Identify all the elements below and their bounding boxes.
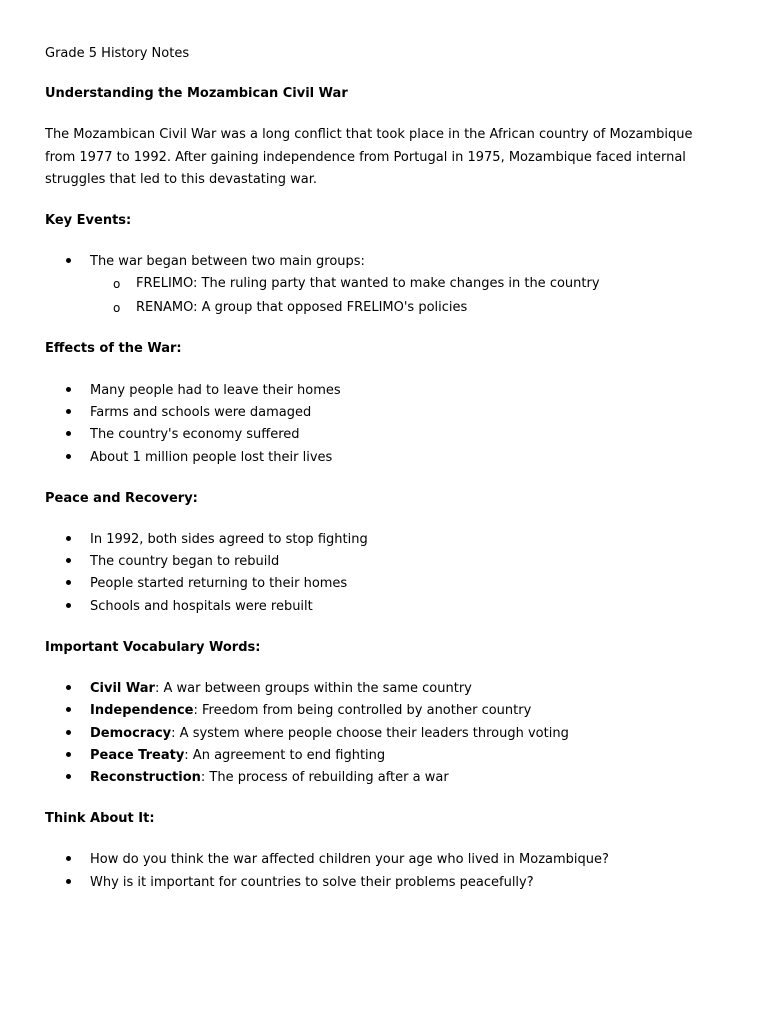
vocabulary-term: Civil War	[90, 681, 155, 696]
list-item: Why is it important for countries to solve their problems peacefully?	[90, 875, 534, 890]
bullet-icon	[66, 723, 76, 745]
vocabulary-item	[90, 745, 385, 767]
document-label: Grade 5 History Notes	[45, 46, 190, 61]
bullet-icon	[66, 424, 76, 446]
bullet-icon	[66, 700, 76, 722]
peace-heading: Peace and Recovery:	[45, 491, 198, 506]
list-item: The war began between two main groups:	[90, 254, 365, 269]
bullet-icon	[66, 380, 76, 402]
list-item: How do you think the war affected children your age who lived in Mozambique?	[90, 852, 609, 867]
vocabulary-term: Reconstruction	[90, 770, 201, 785]
effects-heading: Effects of the War:	[45, 341, 182, 356]
list-item: Many people had to leave their homes	[90, 383, 341, 398]
bullet-icon	[66, 678, 76, 700]
list-item: In 1992, both sides agreed to stop fighting	[90, 532, 368, 547]
vocabulary-term: Independence	[90, 703, 194, 718]
vocabulary-term: Peace Treaty	[90, 748, 185, 763]
vocabulary-definition: : The process of rebuilding after a war	[200, 770, 449, 785]
vocabulary-item	[90, 700, 531, 722]
list-item: Schools and hospitals were rebuilt	[90, 599, 313, 614]
list-item: The country began to rebuild	[90, 554, 280, 569]
bullet-icon	[66, 447, 76, 469]
bullet-icon	[66, 529, 76, 551]
vocabulary-item	[90, 723, 569, 745]
bullet-icon	[66, 745, 76, 767]
sub-list-item: FRELIMO: The ruling party that wanted to make changes in the country	[136, 276, 600, 291]
sub-list-item: RENAMO: A group that opposed FRELIMO's policies	[136, 300, 468, 315]
vocabulary-item	[90, 767, 449, 789]
bullet-icon	[66, 767, 76, 789]
vocabulary-heading: Important Vocabulary Words:	[45, 640, 261, 655]
list-item: People started returning to their homes	[90, 576, 348, 591]
list-item: The country's economy suffered	[90, 427, 300, 442]
bullet-icon	[66, 251, 76, 273]
vocabulary-definition: : An agreement to end fighting	[184, 748, 386, 763]
list-item: About 1 million people lost their lives	[90, 450, 333, 465]
vocabulary-definition: : A war between groups within the same country	[154, 681, 472, 696]
list-item: Farms and schools were damaged	[90, 405, 312, 420]
bullet-icon	[66, 872, 76, 894]
bullet-icon	[66, 402, 76, 424]
key-events-heading: Key Events:	[45, 213, 132, 228]
bullet-icon	[66, 596, 76, 618]
bullet-icon	[66, 573, 76, 595]
bullet-icon	[66, 551, 76, 573]
think-heading: Think About It:	[45, 811, 155, 826]
vocabulary-item	[90, 678, 472, 700]
vocabulary-term: Democracy	[90, 726, 172, 741]
document-title: Understanding the Mozambican Civil War	[45, 86, 348, 101]
vocabulary-definition: : A system where people choose their leaders through voting	[171, 726, 569, 741]
vocabulary-definition: : Freedom from being controlled by another country	[193, 703, 532, 718]
intro-paragraph: The Mozambican Civil War was a long conflict that took place in the African country of Mozambique from 1977 to 1992. After gaining independence from Portugal in 1975, Mozambique faced internal struggles that led to this devastating war.	[45, 127, 693, 187]
sub-bullet-marker: o	[113, 301, 121, 315]
sub-bullet-marker: o	[113, 277, 121, 291]
bullet-icon	[66, 849, 76, 871]
